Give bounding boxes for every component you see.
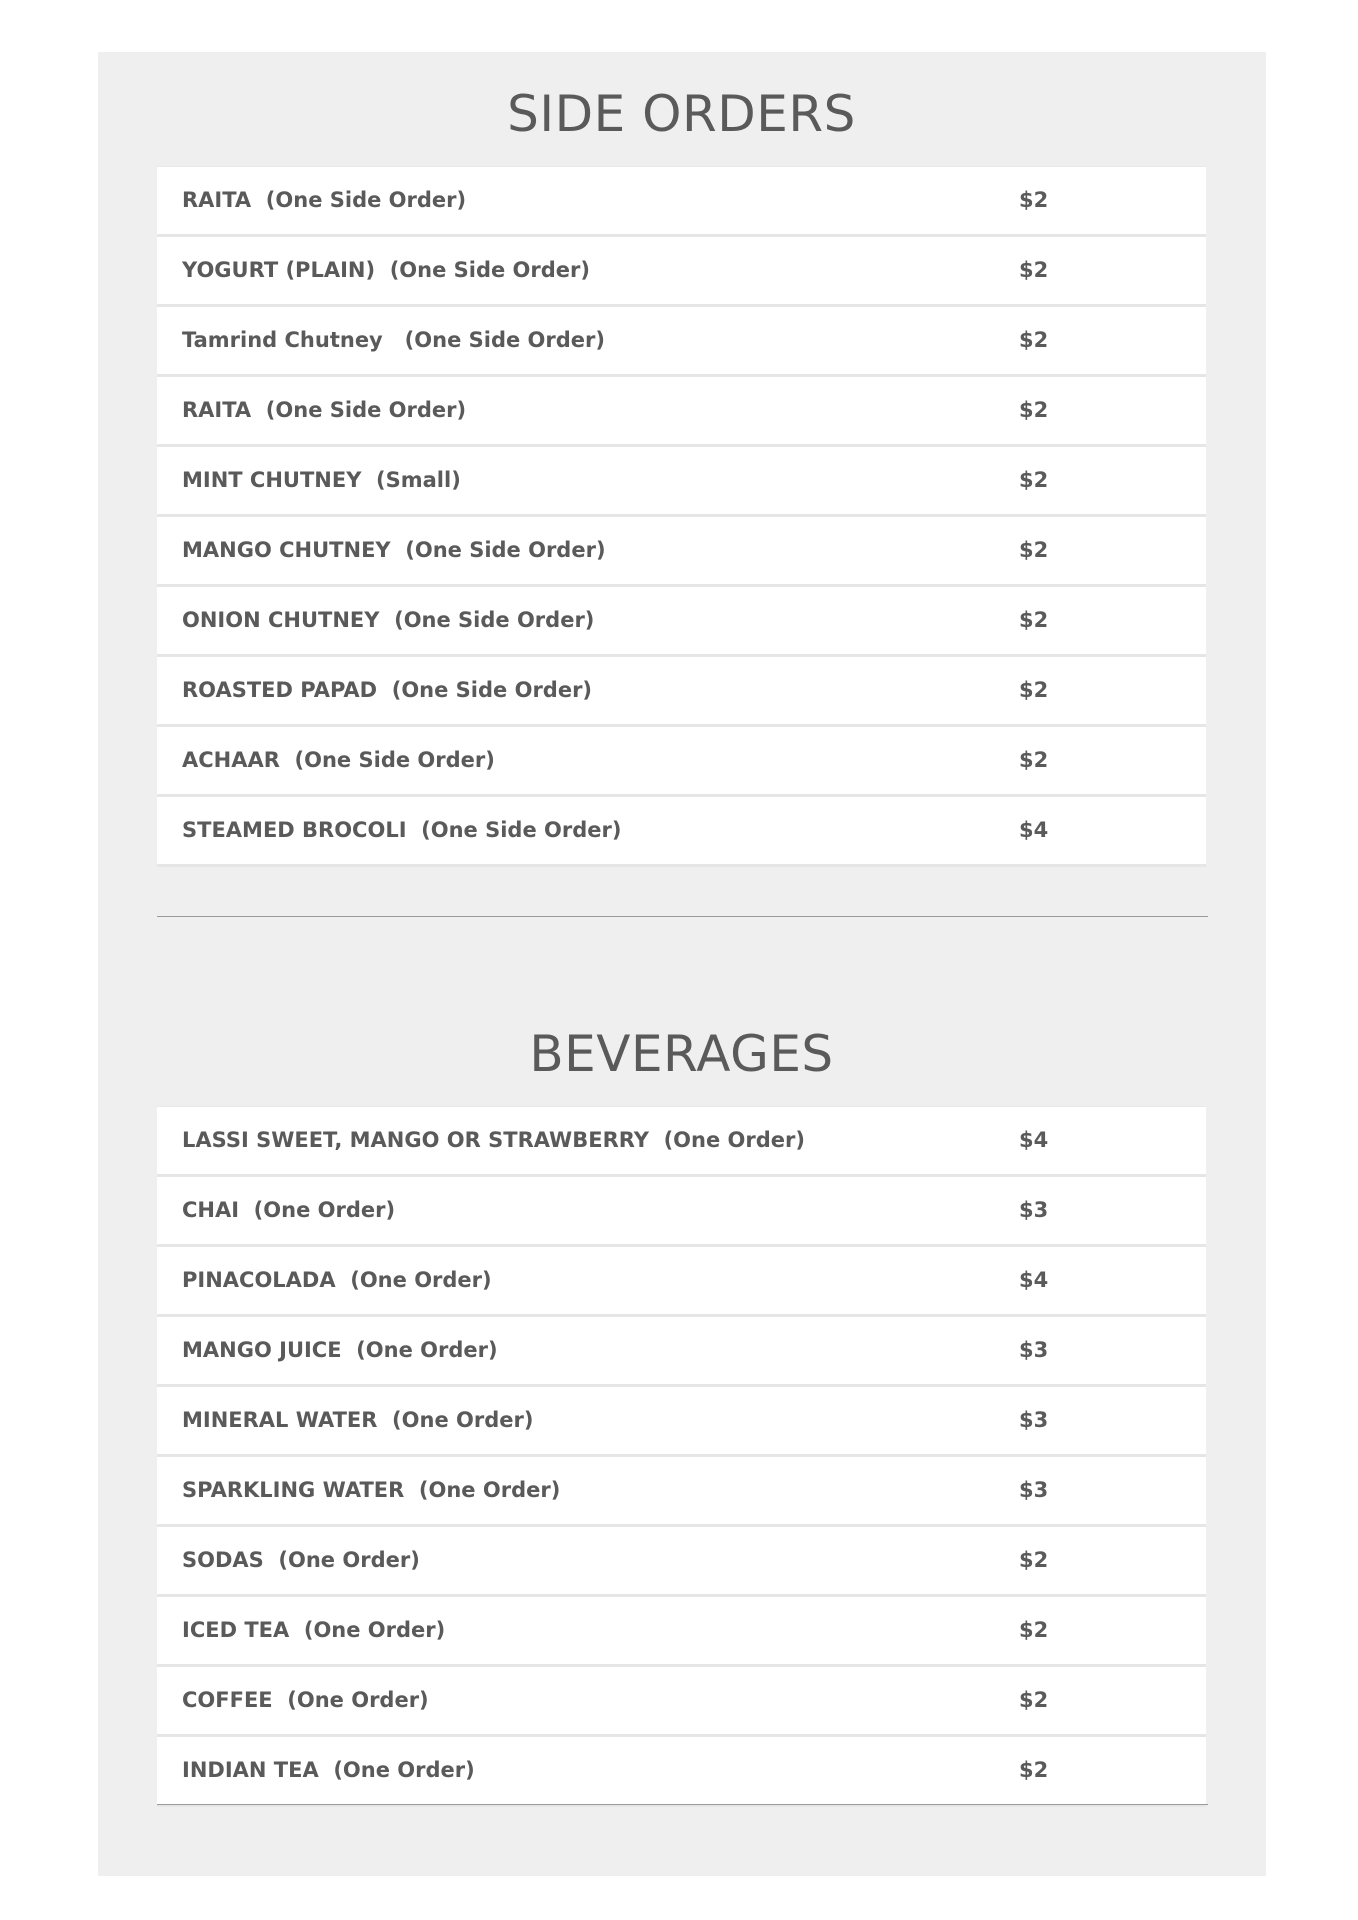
menu-panel bbox=[98, 52, 1266, 1876]
item-price: $2 bbox=[1019, 468, 1049, 492]
menu-item bbox=[157, 1317, 1206, 1387]
beverages-list bbox=[157, 1106, 1206, 1807]
item-name: STEAMED BROCOLI (One Side Order) bbox=[182, 818, 622, 842]
item-name: ROASTED PAPAD (One Side Order) bbox=[182, 678, 593, 702]
section-divider bbox=[157, 1804, 1208, 1805]
item-price: $2 bbox=[1019, 398, 1049, 422]
item-name: RAITA (One Side Order) bbox=[182, 398, 467, 422]
menu-item bbox=[157, 1106, 1206, 1177]
menu-item bbox=[157, 1247, 1206, 1317]
menu-item bbox=[157, 797, 1206, 867]
item-price: $3 bbox=[1019, 1198, 1049, 1222]
menu-item bbox=[157, 1387, 1206, 1457]
menu-item bbox=[157, 1597, 1206, 1667]
menu-item bbox=[157, 166, 1206, 237]
menu-item bbox=[157, 517, 1206, 587]
menu-item bbox=[157, 587, 1206, 657]
item-price: $4 bbox=[1019, 818, 1049, 842]
item-name: SPARKLING WATER (One Order) bbox=[182, 1478, 561, 1502]
menu-item bbox=[157, 657, 1206, 727]
menu-item bbox=[157, 307, 1206, 377]
item-price: $2 bbox=[1019, 1618, 1049, 1642]
item-name: MANGO CHUTNEY (One Side Order) bbox=[182, 538, 606, 562]
menu-item bbox=[157, 1527, 1206, 1597]
item-name: YOGURT (PLAIN) (One Side Order) bbox=[182, 258, 590, 282]
menu-item bbox=[157, 377, 1206, 447]
item-price: $2 bbox=[1019, 188, 1049, 212]
item-name: CHAI (One Order) bbox=[182, 1198, 396, 1222]
item-price: $4 bbox=[1019, 1268, 1049, 1292]
item-name: ACHAAR (One Side Order) bbox=[182, 748, 495, 772]
menu-item bbox=[157, 447, 1206, 517]
item-name: RAITA (One Side Order) bbox=[182, 188, 467, 212]
item-name: ICED TEA (One Order) bbox=[182, 1618, 446, 1642]
section-title-side-orders: SIDE ORDERS bbox=[507, 85, 856, 143]
item-price: $3 bbox=[1019, 1338, 1049, 1362]
item-price: $2 bbox=[1019, 1758, 1049, 1782]
item-price: $2 bbox=[1019, 608, 1049, 632]
item-price: $3 bbox=[1019, 1408, 1049, 1432]
item-name: MINT CHUTNEY (Small) bbox=[182, 468, 461, 492]
side-orders-list bbox=[157, 166, 1206, 867]
beverages-section bbox=[157, 998, 1206, 1807]
item-name: LASSI SWEET, MANGO OR STRAWBERRY (One Order) bbox=[182, 1128, 805, 1152]
item-price: $2 bbox=[1019, 1548, 1049, 1572]
item-name: PINACOLADA (One Order) bbox=[182, 1268, 492, 1292]
item-name: Tamrind Chutney (One Side Order) bbox=[182, 328, 605, 352]
item-price: $2 bbox=[1019, 678, 1049, 702]
item-name: MINERAL WATER (One Order) bbox=[182, 1408, 534, 1432]
item-name: INDIAN TEA (One Order) bbox=[182, 1758, 475, 1782]
section-divider bbox=[157, 916, 1208, 917]
item-price: $4 bbox=[1019, 1128, 1049, 1152]
item-name: MANGO JUICE (One Order) bbox=[182, 1338, 498, 1362]
section-title-beverages: BEVERAGES bbox=[529, 1025, 834, 1083]
menu-item bbox=[157, 1667, 1206, 1737]
item-price: $2 bbox=[1019, 748, 1049, 772]
menu-item bbox=[157, 237, 1206, 307]
item-name: ONION CHUTNEY (One Side Order) bbox=[182, 608, 595, 632]
item-price: $2 bbox=[1019, 258, 1049, 282]
item-name: COFFEE (One Order) bbox=[182, 1688, 429, 1712]
menu-item bbox=[157, 1177, 1206, 1247]
menu-item bbox=[157, 727, 1206, 797]
item-price: $2 bbox=[1019, 328, 1049, 352]
side-orders-section bbox=[157, 58, 1206, 867]
item-price: $2 bbox=[1019, 1688, 1049, 1712]
item-price: $3 bbox=[1019, 1478, 1049, 1502]
item-name: SODAS (One Order) bbox=[182, 1548, 420, 1572]
menu-item bbox=[157, 1457, 1206, 1527]
item-price: $2 bbox=[1019, 538, 1049, 562]
menu-item bbox=[157, 1737, 1206, 1807]
